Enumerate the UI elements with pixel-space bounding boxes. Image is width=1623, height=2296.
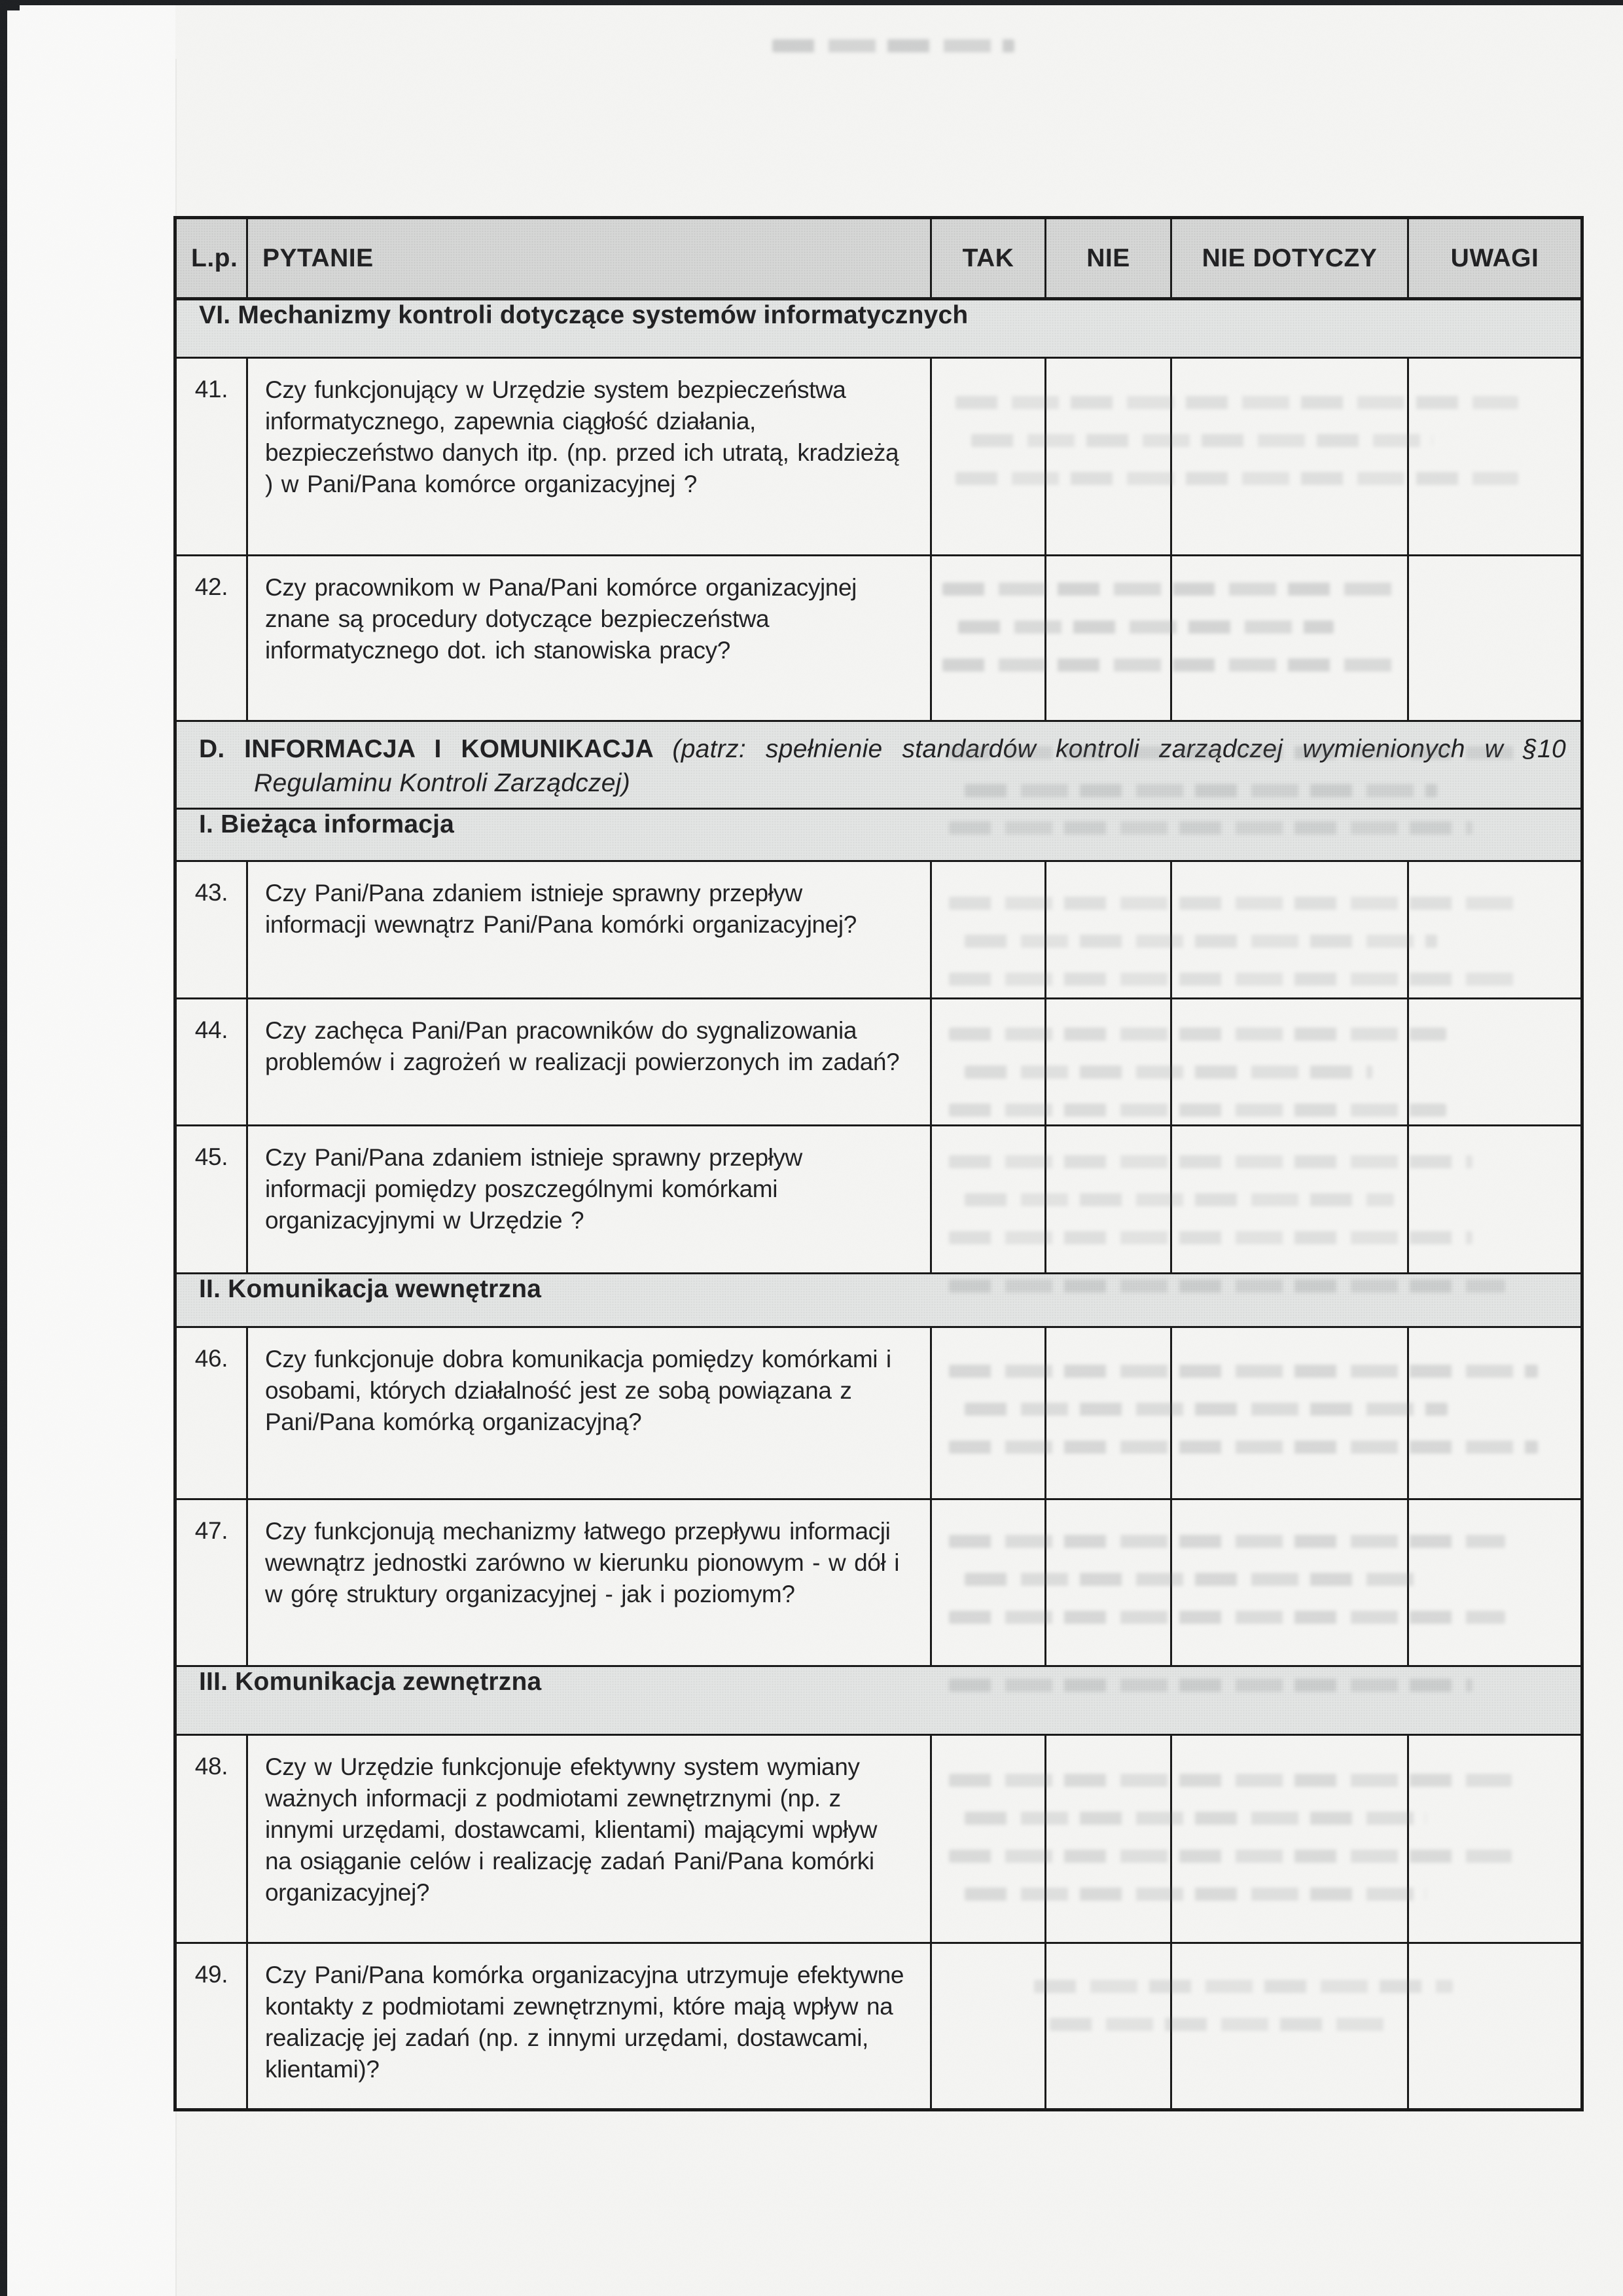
table-row-42 — [175, 556, 1582, 721]
answer-cell-tak — [931, 358, 1046, 556]
remarks-cell — [1408, 1499, 1582, 1666]
answer-cell-nie-dotyczy — [1171, 1735, 1408, 1943]
answer-cell-nie-dotyczy — [1171, 556, 1408, 721]
header-lp: L.p. — [175, 218, 247, 299]
section-row-i — [175, 809, 1582, 861]
remarks-cell — [1408, 999, 1582, 1126]
answer-cell-tak — [931, 999, 1046, 1126]
answer-cell-nie-dotyczy — [1171, 1499, 1408, 1666]
question-text: Czy funkcjonują mechanizmy łatwego przepływu informacji wewnątrz jednostki zarówno w kierunku pionowym - w dół i w górę struktury organizacyjnej - jak i poziomym? — [247, 1499, 931, 1666]
scanner-edge-left — [0, 0, 7, 2296]
question-text: Czy zachęca Pani/Pan pracowników do sygnalizowania problemów i zagrożeń w realizacji powierzonych im zadań? — [247, 999, 931, 1126]
answer-cell-nie — [1046, 358, 1171, 556]
row-number: 45. — [175, 1126, 247, 1274]
answer-cell-nie-dotyczy — [1171, 999, 1408, 1126]
header-pytanie: PYTANIE — [247, 218, 931, 299]
answer-cell-nie — [1046, 1327, 1171, 1499]
section-header-vi: VI. Mechanizmy kontroli dotyczące systemów informatycznych — [175, 299, 1582, 358]
row-number: 47. — [175, 1499, 247, 1666]
table-row-41 — [175, 358, 1582, 556]
answer-cell-nie — [1046, 861, 1171, 999]
remarks-cell — [1408, 1126, 1582, 1274]
row-number: 42. — [175, 556, 247, 721]
header-tak: TAK — [931, 218, 1046, 299]
answer-cell-nie-dotyczy — [1171, 1126, 1408, 1274]
table-row-45 — [175, 1126, 1582, 1274]
answer-cell-nie — [1046, 556, 1171, 721]
table-row-47 — [175, 1499, 1582, 1666]
answer-cell-tak — [931, 556, 1046, 721]
remarks-cell — [1408, 1943, 1582, 2110]
table-header-row — [175, 218, 1582, 299]
row-number: 41. — [175, 358, 247, 556]
section-header-ii: II. Komunikacja wewnętrzna — [175, 1274, 1582, 1327]
question-text: Czy Pani/Pana komórka organizacyjna utrzymuje efektywne kontakty z podmiotami zewnętrznymi, które mają wpływ na realizację jej zadań (np. z innymi urzędami, dostawcami, klientami)? — [247, 1943, 931, 2110]
row-number: 44. — [175, 999, 247, 1126]
section-d-label: D. INFORMACJA I KOMUNIKACJA — [199, 735, 653, 763]
answer-cell-tak — [931, 1735, 1046, 1943]
bleedthrough-artifact — [772, 39, 1014, 52]
question-text: Czy pracownikom w Pana/Pani komórce organizacyjnej znane są procedury dotyczące bezpieczeństwa informatycznego dot. ich stanowiska pracy? — [247, 556, 931, 721]
answer-cell-nie — [1046, 1943, 1171, 2110]
table-row-46 — [175, 1327, 1582, 1499]
section-row-iii — [175, 1666, 1582, 1735]
row-number: 43. — [175, 861, 247, 999]
question-text: Czy w Urzędzie funkcjonuje efektywny system wymiany ważnych informacji z podmiotami zewnętrznymi (np. z innymi urzędami, dostawcami, klientami) mającymi wpływ na osiąganie celów i realizację zadań Pani/Pana komórki organizacyjnej? — [247, 1735, 931, 1943]
answer-cell-nie — [1046, 1499, 1171, 1666]
table-row-49 — [175, 1943, 1582, 2110]
answer-cell-nie — [1046, 999, 1171, 1126]
row-number: 46. — [175, 1327, 247, 1499]
answer-cell-tak — [931, 1499, 1046, 1666]
row-number: 49. — [175, 1943, 247, 2110]
question-text: Czy Pani/Pana zdaniem istnieje sprawny przepływ informacji wewnątrz Pani/Pana komórki organizacyjnej? — [247, 861, 931, 999]
section-header-i: I. Bieżąca informacja — [175, 809, 1582, 861]
table-row-48 — [175, 1735, 1582, 1943]
header-nie-dotyczy: NIE DOTYCZY — [1171, 218, 1408, 299]
answer-cell-nie-dotyczy — [1171, 1943, 1408, 2110]
question-text: Czy funkcjonuje dobra komunikacja pomiędzy komórkami i osobami, których działalność jest ze sobą powiązana z Pani/Pana komórką organizacyjną? — [247, 1327, 931, 1499]
answer-cell-nie — [1046, 1126, 1171, 1274]
remarks-cell — [1408, 1327, 1582, 1499]
section-header-iii: III. Komunikacja zewnętrzna — [175, 1666, 1582, 1735]
section-row-ii — [175, 1274, 1582, 1327]
control-questionnaire-table — [173, 216, 1584, 2111]
section-row-vi — [175, 299, 1582, 358]
section-d-note: (patrz: spełnienie standardów kontroli zarządczej wymienionych w §10 Regulaminu Kontroli Zarządczej) — [254, 735, 1566, 797]
remarks-cell — [1408, 556, 1582, 721]
table-row-44 — [175, 999, 1582, 1126]
answer-cell-nie-dotyczy — [1171, 1327, 1408, 1499]
answer-cell-nie-dotyczy — [1171, 358, 1408, 556]
header-uwagi: UWAGI — [1408, 218, 1582, 299]
answer-cell-tak — [931, 1943, 1046, 2110]
answer-cell-tak — [931, 1327, 1046, 1499]
answer-cell-tak — [931, 861, 1046, 999]
row-number: 48. — [175, 1735, 247, 1943]
table-row-43 — [175, 861, 1582, 999]
answer-cell-nie — [1046, 1735, 1171, 1943]
question-text: Czy funkcjonujący w Urzędzie system bezpieczeństwa informatycznego, zapewnia ciągłość działania, bezpieczeństwo danych itp. (np. przed ich utratą, kradzieżą ) w Pani/Pana komórce organizacyjnej ? — [247, 358, 931, 556]
scanner-edge-top — [0, 0, 1623, 5]
remarks-cell — [1408, 1735, 1582, 1943]
answer-cell-tak — [931, 1126, 1046, 1274]
section-row-d — [175, 721, 1582, 809]
remarks-cell — [1408, 358, 1582, 556]
scanner-edge-corner — [0, 0, 20, 10]
question-text: Czy Pani/Pana zdaniem istnieje sprawny przepływ informacji pomiędzy poszczególnymi komórkami organizacyjnymi w Urzędzie ? — [247, 1126, 931, 1274]
answer-cell-nie-dotyczy — [1171, 861, 1408, 999]
remarks-cell — [1408, 861, 1582, 999]
header-nie: NIE — [1046, 218, 1171, 299]
